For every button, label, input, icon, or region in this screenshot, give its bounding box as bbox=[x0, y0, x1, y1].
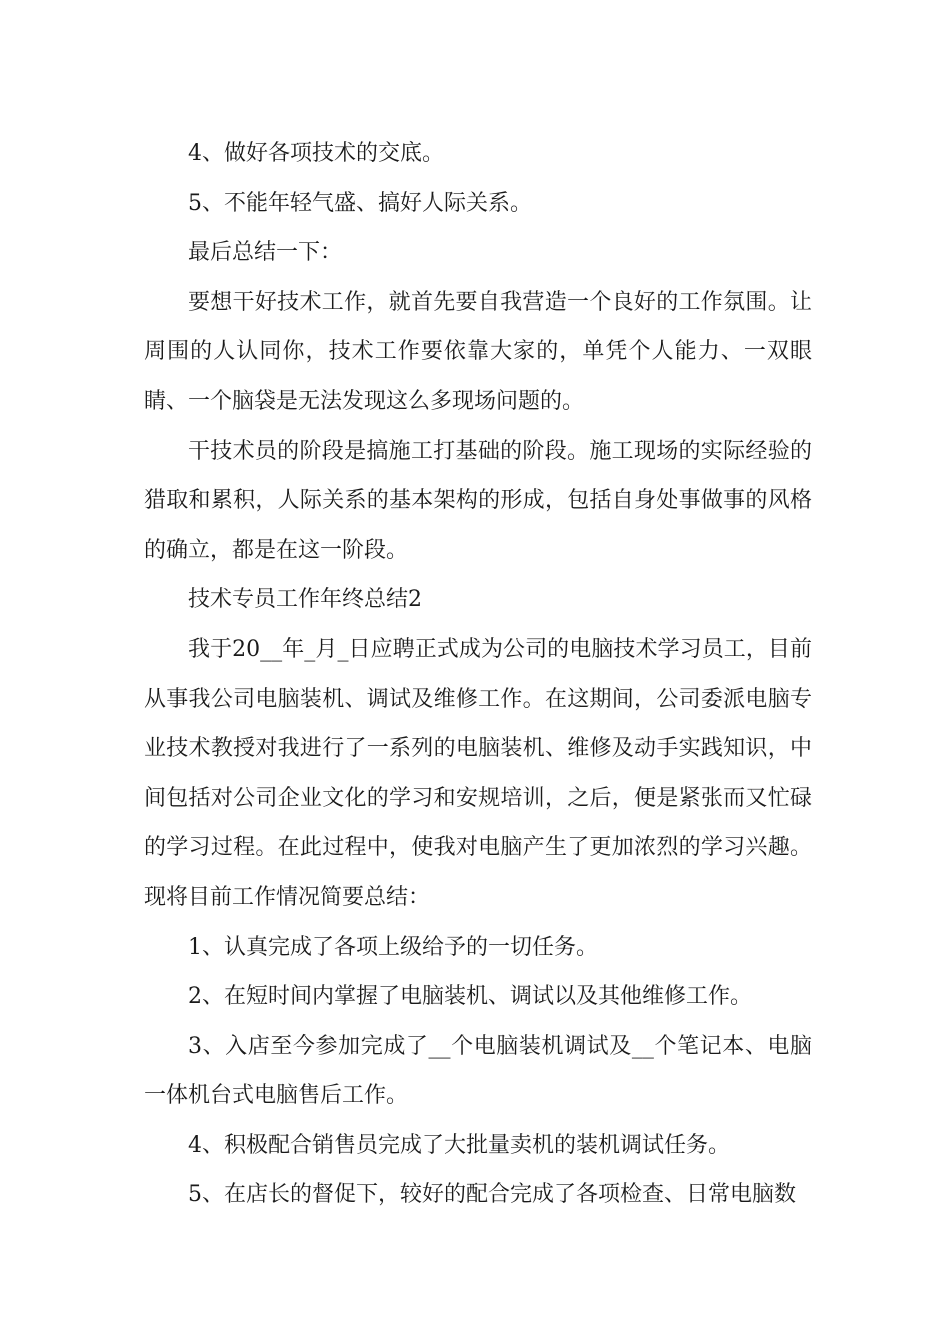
document-body bbox=[144, 129, 812, 1220]
section-heading: 技术专员工作年终总结2 bbox=[188, 587, 422, 613]
list-item-2: 2、在短时间内掌握了电脑装机、调试以及其他维修工作。 bbox=[188, 984, 752, 1010]
paragraph-item-5: 5、不能年轻气盛、搞好人际关系。 bbox=[188, 190, 532, 216]
list-item-1: 1、认真完成了各项上级给予的一切任务。 bbox=[188, 934, 598, 960]
paragraph-summary-intro: 最后总结一下： bbox=[188, 240, 343, 266]
paragraph-employment-intro: 我于20__年_月_日应聘正式成为公司的电脑技术学习员工，目前从事我公司电脑装机、调试及维修工作。在这期间，公司委派电脑专业技术教授对我进行了一系列的电脑装机、维修及动手实践知识，中间包括对公司企业文化的学习和安规培训，之后，便是紧张而又忙碌的学习过程。在此过程中，使我对电脑产生了更加浓烈的学习兴趣。现将目前工作情况简要总结： bbox=[144, 636, 812, 910]
paragraph-item-4: 4、做好各项技术的交底。 bbox=[188, 141, 444, 166]
paragraph-technician-stage: 干技术员的阶段是搞施工打基础的阶段。施工现场的实际经验的猎取和累积，人际关系的基本架构的形成，包括自身处事做事的风格的确立，都是在这一阶段。 bbox=[144, 438, 812, 563]
list-item-3: 3、入店至今参加完成了__个电脑装机调试及__个笔记本、电脑一体机台式电脑售后工作。 bbox=[144, 1033, 812, 1109]
list-item-4: 4、积极配合销售员完成了大批量卖机的装机调试任务。 bbox=[188, 1132, 730, 1158]
list-item-5: 5、在店长的督促下，较好的配合完成了各项检查、日常电脑数 bbox=[188, 1182, 796, 1208]
paragraph-work-atmosphere: 要想干好技术工作，就首先要自我营造一个良好的工作氛围。让周围的人认同你，技术工作要依靠大家的，单凭个人能力、一双眼睛、一个脑袋是无法发现这么多现场问题的。 bbox=[144, 289, 812, 414]
